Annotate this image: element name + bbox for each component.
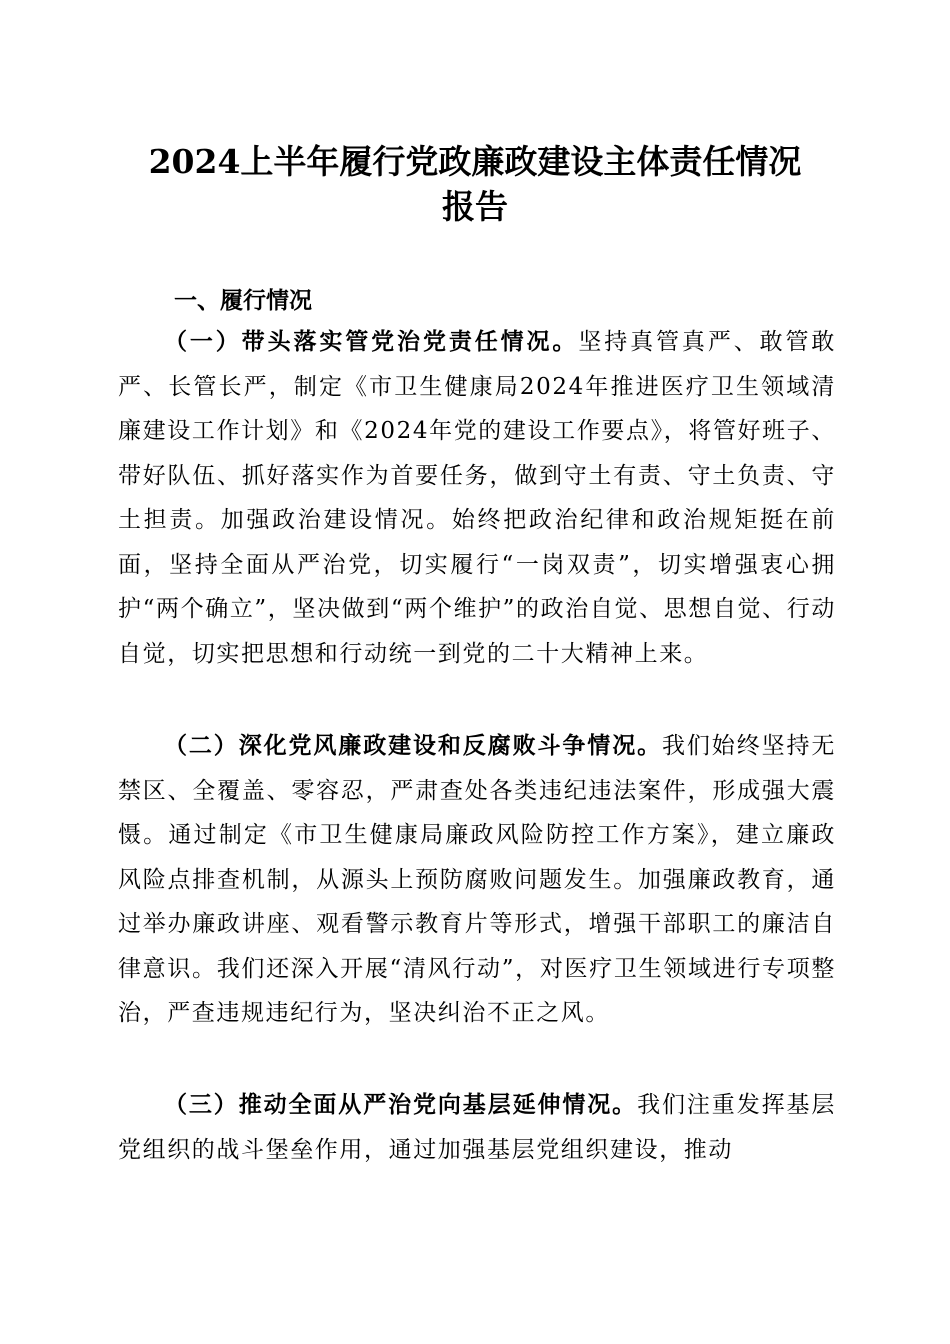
paragraph-2 bbox=[118, 724, 836, 1036]
section-heading-performance: 一、履行情况 bbox=[174, 288, 312, 314]
document-title-line-1: 2024上半年履行党政廉政建设主体责任情况 bbox=[148, 142, 802, 181]
paragraph-3-lead: （三）推动全面从严治党向基层延伸情况。 bbox=[164, 1092, 638, 1118]
paragraph-1 bbox=[118, 320, 836, 676]
paragraph-3 bbox=[118, 1083, 836, 1172]
document-title-line-2: 报告 bbox=[442, 187, 508, 226]
paragraph-1-lead: （一）带头落实管党治党责任情况。 bbox=[164, 329, 579, 355]
paragraph-1-body: 坚持真管真严、敢管敢严、长管长严，制定《市卫生健康局2024年推进医疗卫生领域清廉建设工作计划》和《2024年党的建设工作要点》，将管好班子、带好队伍、抓好落实作为首要任务，做到守土有责、守土负责、守土担责。加强政治建设情况。始终把政治纪律和政治规矩挺在前面，坚持全面从严治党，切实履行“一岗双责”，切实增强衷心拥护“两个确立”，坚决做到“两个维护”的政治自觉、思想自觉、行动自觉，切实把思想和行动统一到党的二十大精神上来。 bbox=[118, 329, 837, 667]
paragraph-2-lead: （二）深化党风廉政建设和反腐败斗争情况。 bbox=[164, 733, 662, 759]
paragraph-3-body: 我们注重发挥基层党组织的战斗堡垒作用，通过加强基层党组织建设，推动 bbox=[118, 1092, 836, 1163]
paragraph-2-body: 我们始终坚持无禁区、全覆盖、零容忍，严肃查处各类违纪违法案件，形成强大震慑。通过制定《市卫生健康局廉政风险防控工作方案》，建立廉政风险点排查机制，从源头上预防腐败问题发生。加强廉政教育，通过举办廉政讲座、观看警示教育片等形式，增强干部职工的廉洁自律意识。我们还深入开展“清风行动”，对医疗卫生领域进行专项整治，严查违规违纪行为，坚决纠治不正之风。 bbox=[118, 733, 836, 1026]
